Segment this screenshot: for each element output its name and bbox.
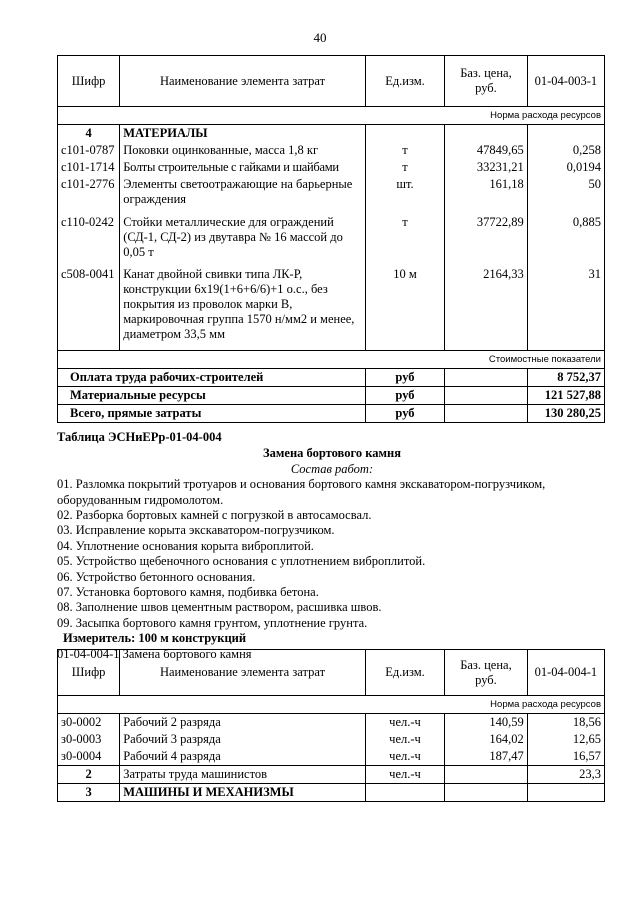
table-row — [58, 731, 605, 748]
total-value: 121 527,88 — [527, 386, 604, 404]
row-price: 164,02 — [445, 731, 528, 748]
list-item: 03. Исправление корыта экскаватором-погрузчиком. — [57, 523, 335, 538]
row-price: 161,18 — [445, 176, 528, 214]
row-name: Рабочий 2 разряда — [120, 714, 366, 732]
header-unit: Ед.изм. — [365, 650, 444, 696]
header-name: Наименование элемента затрат — [120, 650, 366, 696]
meter-label: Измеритель: 100 м конструкций — [63, 631, 247, 646]
row-norm: 16,57 — [527, 748, 604, 766]
row-code: с508-0041 — [58, 266, 120, 350]
row-code: с101-1714 — [58, 159, 120, 176]
total-value: 8 752,37 — [527, 368, 604, 386]
row-norm: 0,885 — [527, 214, 604, 266]
total-row — [58, 404, 605, 422]
row-name: Рабочий 3 разряда — [120, 731, 366, 748]
row-name: Поковки оцинкованные, масса 1,8 кг — [120, 142, 366, 159]
row-name: Болты строительные с гайками и шайбами — [120, 159, 366, 176]
list-item: 02. Разборка бортовых камней с погрузкой в автосамосвал. — [57, 508, 372, 523]
table-row — [58, 176, 605, 214]
row-norm: 12,65 — [527, 731, 604, 748]
row-code: з0-0004 — [58, 748, 120, 766]
row-number: 2 — [58, 766, 120, 784]
row-norm: 0,258 — [527, 142, 604, 159]
row-code: с110-0242 — [58, 214, 120, 266]
total-value: 130 280,25 — [527, 404, 604, 422]
list-item: 04. Уплотнение основания корыта виброплитой. — [57, 538, 314, 553]
norm-subheader: Норма расхода ресурсов — [58, 107, 605, 125]
row-code: з0-0002 — [58, 714, 120, 732]
row-name: Затраты труда машинистов — [120, 766, 366, 784]
row-price: 140,59 — [445, 714, 528, 732]
page-number: 40 — [313, 30, 327, 45]
row-name: Стойки металлические для ограждений (СД-1, СД-2) из двутавра № 16 массой до 0,05 т — [120, 214, 366, 266]
row-name: Канат двойной свивки типа ЛК-Р, конструкции 6х19(1+6+6/6)+1 о.с., без покрытия из проволок марки В, маркировочная группа 1570 н/мм2 и менее, диаметром 33,5 мм — [120, 266, 366, 350]
row-price — [445, 766, 528, 784]
section-title: МАТЕРИАЛЫ — [120, 125, 366, 143]
row-price: 47849,65 — [445, 142, 528, 159]
list-item: 01. Разломка покрытий тротуаров и основания бортового камня экскаватором-погрузчиком, оборудованным гидромолотом. — [57, 477, 546, 507]
table-row — [58, 714, 605, 732]
total-label: Оплата труда рабочих-строителей — [58, 368, 366, 386]
row-name: Рабочий 4 разряда — [120, 748, 366, 766]
total-unit: руб — [365, 386, 444, 404]
norm-subheader: Норма расхода ресурсов — [58, 696, 605, 714]
row-code: з0-0003 — [58, 731, 120, 748]
total-unit: руб — [365, 404, 444, 422]
total-label: Всего, прямые затраты — [58, 404, 366, 422]
row-unit: чел.-ч — [365, 714, 444, 732]
header-unit: Ед.изм. — [365, 56, 444, 107]
section-heading: Замена бортового камня — [263, 446, 401, 461]
row-unit: т — [365, 214, 444, 266]
list-item: 07. Установка бортового камня, подбивка бетона. — [57, 585, 319, 600]
header-norm-code: 01-04-003-1 — [527, 56, 604, 107]
row-norm: 18,56 — [527, 714, 604, 732]
row-price: 187,47 — [445, 748, 528, 766]
row-code: с101-0787 — [58, 142, 120, 159]
table-row — [58, 266, 605, 350]
list-item: 05. Устройство щебеночного основания с уплотнением виброплитой. — [57, 554, 426, 569]
row-norm: 23,3 — [527, 766, 604, 784]
norm-line: 01-04-004-1 Замена бортового камня — [57, 646, 252, 661]
list-item: 09. Засыпка бортового камня грунтом, уплотнение грунта. — [57, 615, 368, 630]
works-section — [57, 430, 607, 662]
table-row — [58, 784, 605, 802]
table-title: Таблица ЭСНиЕРр-01-04-004 — [57, 430, 222, 444]
total-label: Материальные ресурсы — [58, 386, 366, 404]
header-norm-code: 01-04-004-1 — [527, 650, 604, 696]
list-item: 08. Заполнение швов цементным раствором, расшивка швов. — [57, 600, 382, 615]
total-row — [58, 368, 605, 386]
table-row — [58, 766, 605, 784]
header-name: Наименование элемента затрат — [120, 56, 366, 107]
section-number: 3 — [58, 784, 120, 802]
row-norm: 31 — [527, 266, 604, 350]
table-row — [58, 142, 605, 159]
row-price: 37722,89 — [445, 214, 528, 266]
cost-subheader: Стоимостные показатели — [58, 350, 605, 368]
table-row — [58, 748, 605, 766]
resource-table-2 — [57, 646, 605, 802]
table-row — [58, 159, 605, 176]
row-norm: 0,0194 — [527, 159, 604, 176]
header-price: Баз. цена, руб. — [445, 650, 528, 696]
total-unit: руб — [365, 368, 444, 386]
row-price: 2164,33 — [445, 266, 528, 350]
section-number: 4 — [58, 125, 120, 143]
row-norm: 50 — [527, 176, 604, 214]
row-unit: т — [365, 159, 444, 176]
total-row — [58, 386, 605, 404]
row-code: с101-2776 — [58, 176, 120, 214]
row-unit: шт. — [365, 176, 444, 214]
section-title: МАШИНЫ И МЕХАНИЗМЫ — [120, 784, 366, 802]
header-code: Шифр — [58, 650, 120, 696]
section-subheading: Состав работ: — [290, 461, 374, 476]
row-unit: чел.-ч — [365, 748, 444, 766]
row-unit: 10 м — [365, 266, 444, 350]
header-price: Баз. цена, руб. — [445, 56, 528, 107]
row-price: 33231,21 — [445, 159, 528, 176]
row-unit: чел.-ч — [365, 731, 444, 748]
header-code: Шифр — [58, 56, 120, 107]
resource-table-1 — [57, 55, 605, 423]
row-unit: т — [365, 142, 444, 159]
row-name: Элементы светоотражающие на барьерные ограждения — [120, 176, 366, 214]
row-unit: чел.-ч — [365, 766, 444, 784]
table-row — [58, 214, 605, 266]
list-item: 06. Устройство бетонного основания. — [57, 569, 256, 584]
works-list — [57, 477, 607, 631]
